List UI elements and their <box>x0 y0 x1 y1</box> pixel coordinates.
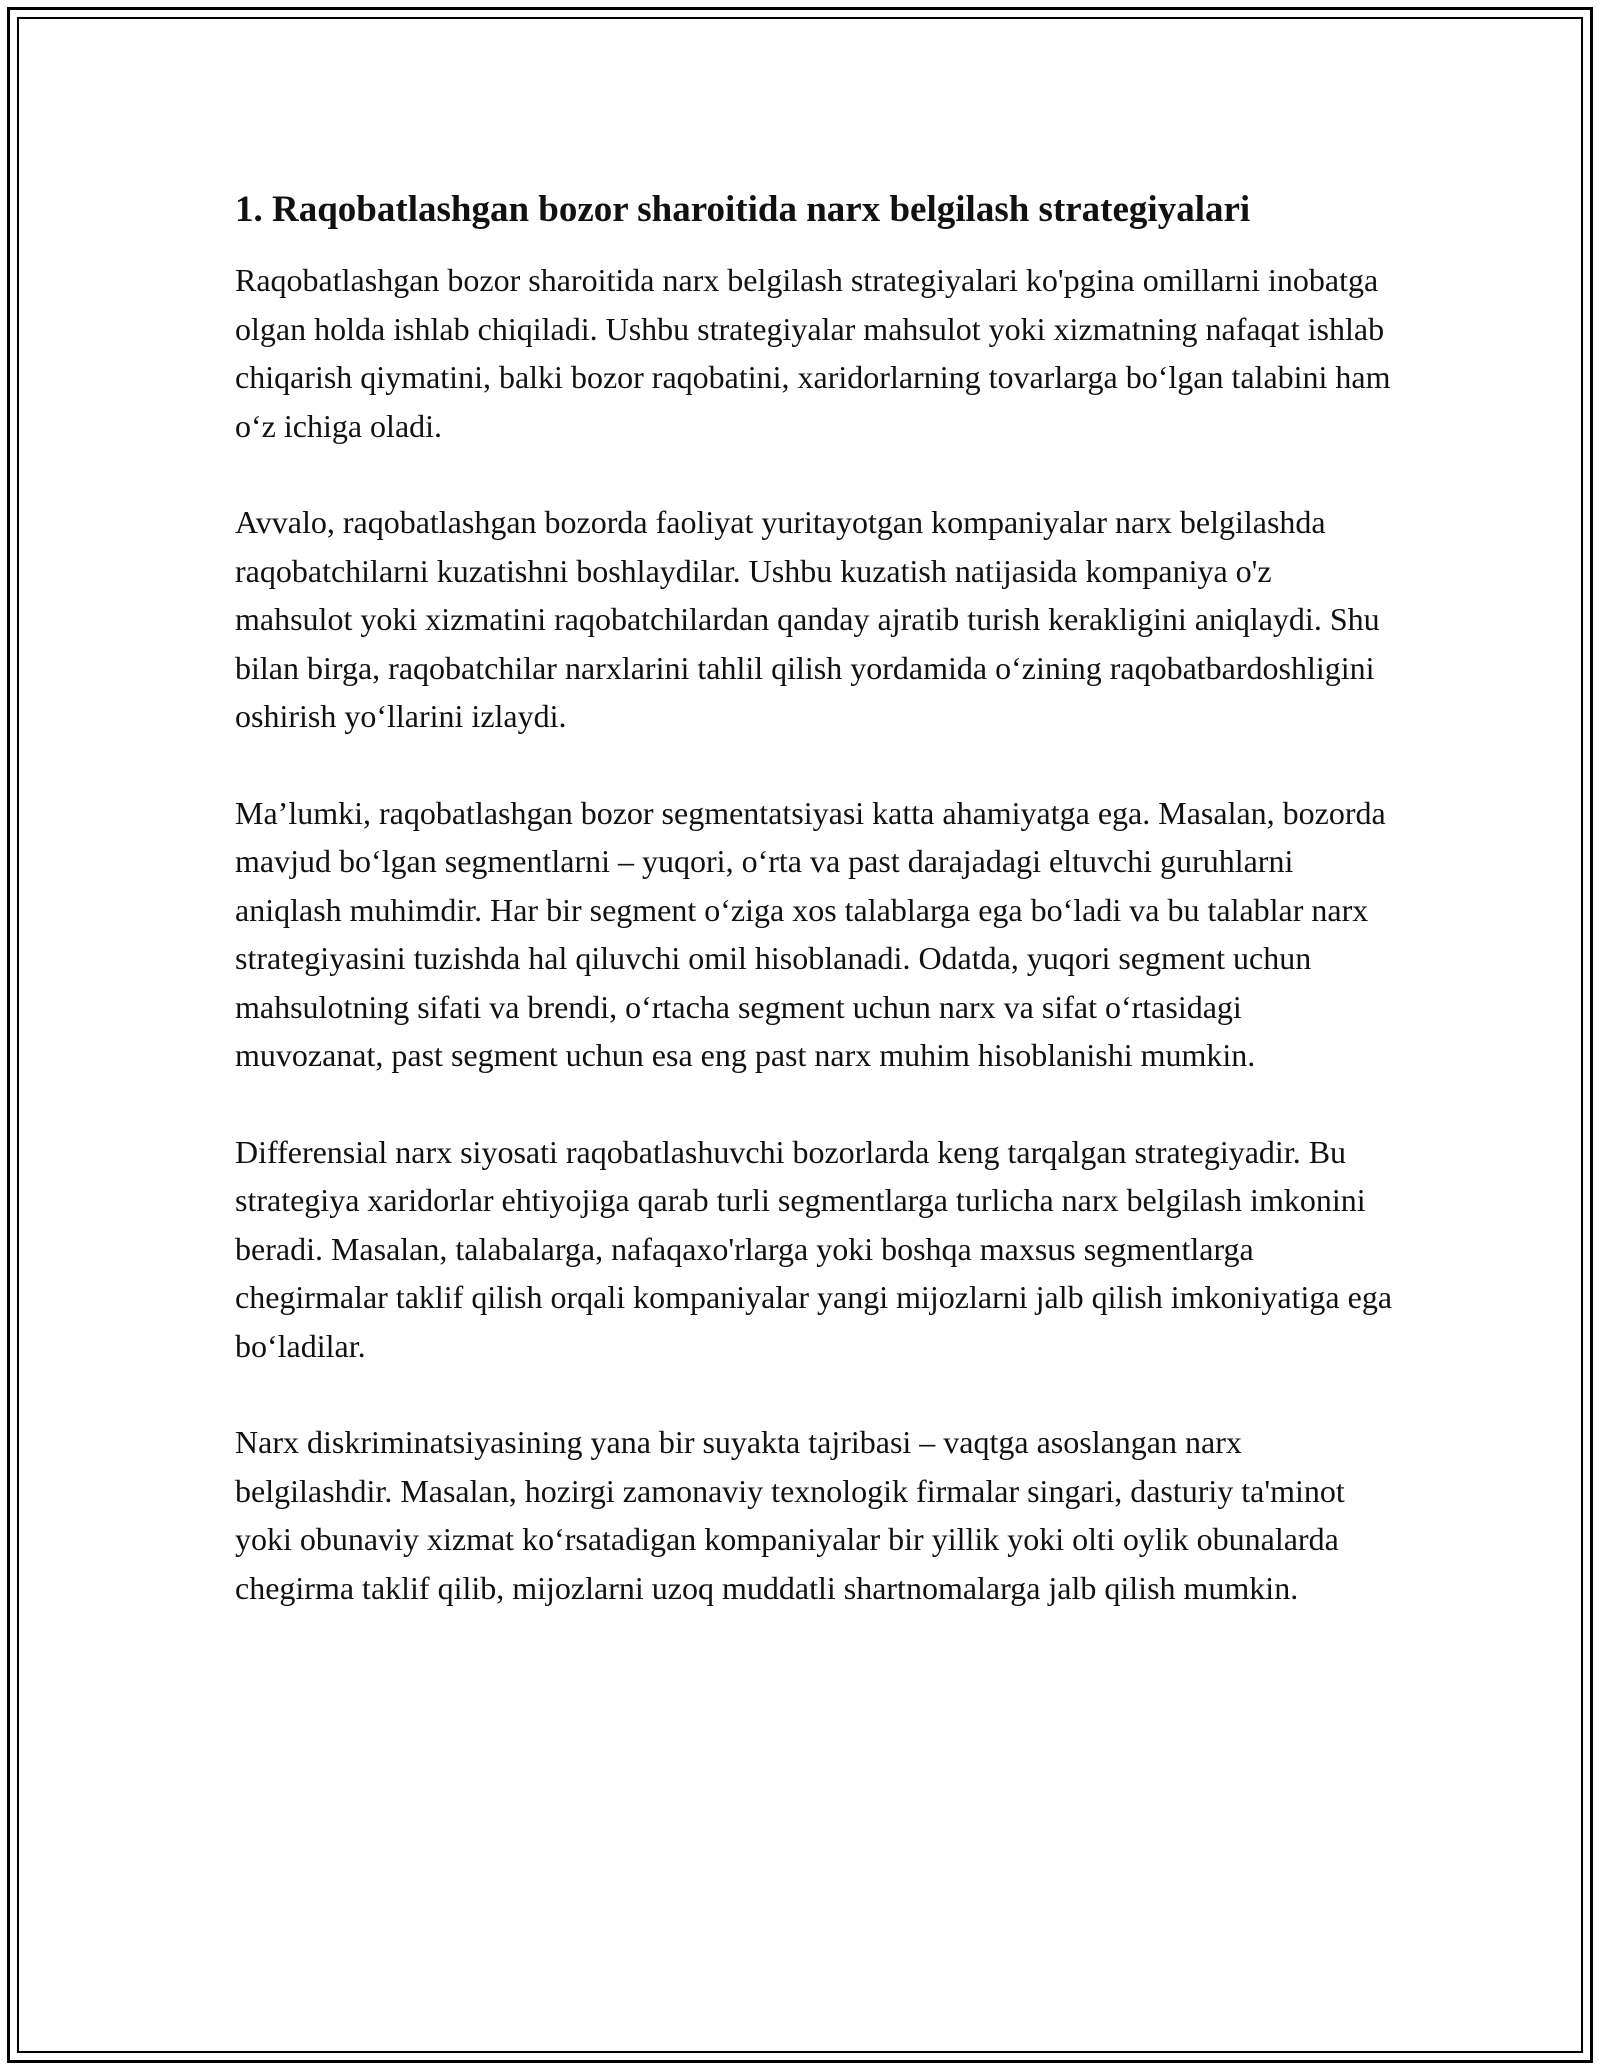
paragraph-3: Ma’lumki, raqobatlashgan bozor segmentatsiyasi katta ahamiyatga ega. Masalan, bozorda mavjud bo‘lgan segmentlarni – yuqori, o‘rta va past darajadagi eltuvchi guruhlarni aniqlash muhimdir. Har bir segment o‘ziga xos talablarga ega bo‘ladi va bu talablar narx strategiyasini tuzishda hal qiluvchi omil hisoblanadi. Odatda, yuqori segment uchun mahsulotning sifati va brendi, o‘rtacha segment uchun narx va sifat o‘rtasidagi muvozanat, past segment uchun esa eng past narx muhim hisoblanishi mumkin. <box>235 794 1386 1073</box>
paragraph-4: Differensial narx siyosati raqobatlashuvchi bozorlarda keng tarqalgan strategiyadir. Bu strategiya xaridorlar ehtiyojiga qarab turli segmentlarga turlicha narx belgilash imkonini beradi. Masalan, talabalarga, nafaqaxo'rlarga yoki boshqa maxsus segmentlarga chegirmalar taklif qilish orqali kompaniyalar yangi mijozlarni jalb qilish imkoniyatiga ega bo‘ladilar. <box>235 1133 1393 1364</box>
paragraph-1: Raqobatlashgan bozor sharoitida narx belgilash strategiyalari ko'pgina omillarni inobatga olgan holda ishlab chiqiladi. Ushbu strategiyalar mahsulot yoki xizmatning nafaqat ishlab chiqarish qiymatini, balki bozor raqobatini, xaridorlarning tovarlarga bo‘lgan talabini ham o‘z ichiga oladi. <box>235 262 1391 444</box>
section-heading: 1. Raqobatlashgan bozor sharoitida narx belgilash strategiyalari <box>235 189 1251 230</box>
paragraph-5: Narx diskriminatsiyasining yana bir suyakta tajribasi – vaqtga asoslangan narx belgilashdir. Masalan, hozirgi zamonaviy texnologik firmalar singari, dasturiy ta'minot yoki obunaviy xizmat ko‘rsatadigan kompaniyalar bir yillik yoki olti oylik obunalarda chegirma taklif qilib, mijozlarni uzoq muddatli shartnomalarga jalb qilish mumkin. <box>235 1424 1345 1606</box>
document-body <box>235 186 1395 1660</box>
paragraph-2: Avvalo, raqobatlashgan bozorda faoliyat yuritayotgan kompaniyalar narx belgilashda raqobatchilarni kuzatishni boshlaydilar. Ushbu kuzatish natijasida kompaniya o'z mahsulot yoki xizmatini raqobatchilardan qanday ajratib turish kerakligini aniqlaydi. Shu bilan birga, raqobatchilar narxlarini tahlil qilish yordamida o‘zining raqobatbardoshligini oshirish yo‘llarini izlaydi. <box>235 504 1380 734</box>
